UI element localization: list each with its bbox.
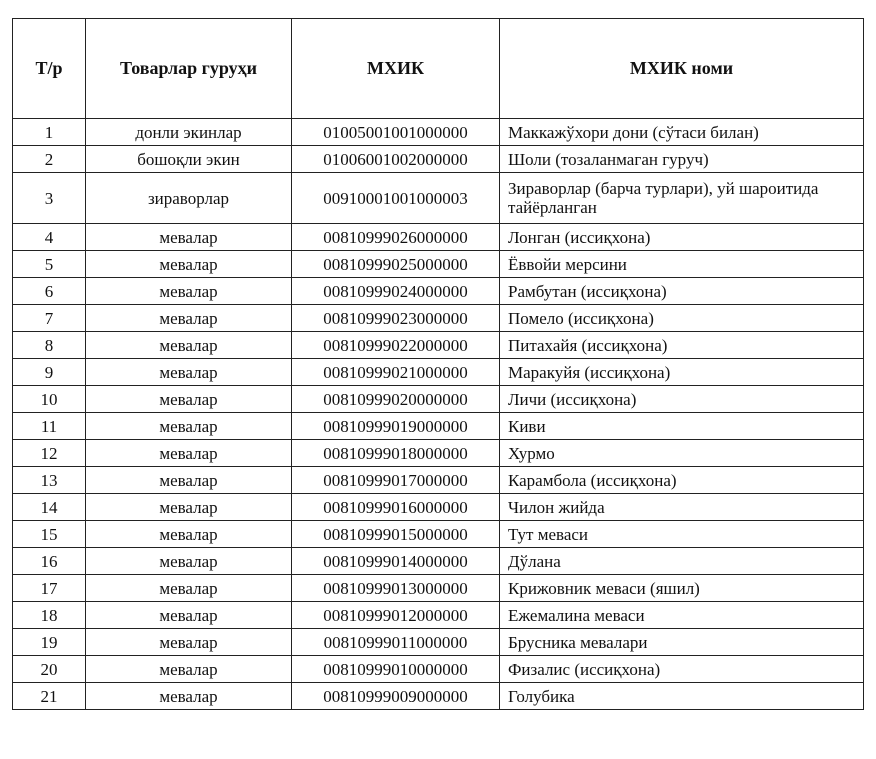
- row-number-cell: 10: [13, 386, 86, 413]
- table-row: [13, 629, 864, 656]
- table-row: [13, 359, 864, 386]
- code-name-cell: Дўлана: [500, 548, 864, 575]
- code-name-cell: Шоли (тозаланмаган гуруч): [500, 146, 864, 173]
- code-cell: 00810999014000000: [292, 548, 500, 575]
- code-name-cell: Помело (иссиқхона): [500, 305, 864, 332]
- row-number-cell: 6: [13, 278, 86, 305]
- table-body: [13, 119, 864, 710]
- table-row: [13, 467, 864, 494]
- table-row: [13, 386, 864, 413]
- row-number-cell: 11: [13, 413, 86, 440]
- product-group-cell: зираворлар: [86, 173, 292, 224]
- code-name-cell: Голубика: [500, 683, 864, 710]
- product-group-cell: мевалар: [86, 413, 292, 440]
- table-row: [13, 251, 864, 278]
- header-product-group: Товарлар гуруҳи: [86, 19, 292, 119]
- header-code-name: МХИК номи: [500, 19, 864, 119]
- code-name-cell: Маракуйя (иссиқхона): [500, 359, 864, 386]
- code-name-cell: Тут меваси: [500, 521, 864, 548]
- row-number-cell: 19: [13, 629, 86, 656]
- code-name-cell: Рамбутан (иссиқхона): [500, 278, 864, 305]
- code-cell: 00810999023000000: [292, 305, 500, 332]
- code-name-cell: Питахайя (иссиқхона): [500, 332, 864, 359]
- table-row: [13, 332, 864, 359]
- code-name-cell: Карамбола (иссиқхона): [500, 467, 864, 494]
- row-number-cell: 17: [13, 575, 86, 602]
- row-number-cell: 9: [13, 359, 86, 386]
- table-row: [13, 146, 864, 173]
- product-group-cell: мевалар: [86, 278, 292, 305]
- code-cell: 01005001001000000: [292, 119, 500, 146]
- table-row: [13, 173, 864, 224]
- code-name-cell: Брусника мевалари: [500, 629, 864, 656]
- product-group-cell: мевалар: [86, 548, 292, 575]
- code-cell: 00810999009000000: [292, 683, 500, 710]
- row-number-cell: 5: [13, 251, 86, 278]
- row-number-cell: 18: [13, 602, 86, 629]
- table-row: [13, 602, 864, 629]
- header-row: [13, 19, 864, 119]
- code-name-cell: Киви: [500, 413, 864, 440]
- product-group-cell: мевалар: [86, 359, 292, 386]
- product-table-container: [12, 18, 864, 710]
- product-group-cell: мевалар: [86, 683, 292, 710]
- code-name-cell: Маккажўхори дони (сўтаси билан): [500, 119, 864, 146]
- row-number-cell: 15: [13, 521, 86, 548]
- code-cell: 00810999022000000: [292, 332, 500, 359]
- code-cell: 00810999020000000: [292, 386, 500, 413]
- row-number-cell: 16: [13, 548, 86, 575]
- code-cell: 00810999024000000: [292, 278, 500, 305]
- row-number-cell: 3: [13, 173, 86, 224]
- product-group-cell: мевалар: [86, 629, 292, 656]
- code-name-cell: Личи (иссиқхона): [500, 386, 864, 413]
- code-cell: 00810999013000000: [292, 575, 500, 602]
- product-group-cell: донли экинлар: [86, 119, 292, 146]
- table-row: [13, 440, 864, 467]
- table-row: [13, 305, 864, 332]
- table-header: [13, 19, 864, 119]
- row-number-cell: 20: [13, 656, 86, 683]
- row-number-cell: 13: [13, 467, 86, 494]
- table-row: [13, 656, 864, 683]
- code-cell: 00810999010000000: [292, 656, 500, 683]
- code-cell: 00810999012000000: [292, 602, 500, 629]
- product-group-cell: мевалар: [86, 467, 292, 494]
- table-row: [13, 521, 864, 548]
- code-cell: 00810999011000000: [292, 629, 500, 656]
- code-name-cell: Ёввойи мерсини: [500, 251, 864, 278]
- row-number-cell: 7: [13, 305, 86, 332]
- code-name-cell: Крижовник меваси (яшил): [500, 575, 864, 602]
- table-row: [13, 683, 864, 710]
- code-cell: 00810999026000000: [292, 224, 500, 251]
- code-name-cell: Лонган (иссиқхона): [500, 224, 864, 251]
- product-group-cell: мевалар: [86, 602, 292, 629]
- table-row: [13, 278, 864, 305]
- row-number-cell: 12: [13, 440, 86, 467]
- code-cell: 00810999019000000: [292, 413, 500, 440]
- code-cell: 00810999016000000: [292, 494, 500, 521]
- product-group-cell: мевалар: [86, 332, 292, 359]
- table-row: [13, 548, 864, 575]
- row-number-cell: 4: [13, 224, 86, 251]
- row-number-cell: 8: [13, 332, 86, 359]
- product-group-cell: мевалар: [86, 656, 292, 683]
- product-group-cell: мевалар: [86, 494, 292, 521]
- product-group-cell: мевалар: [86, 575, 292, 602]
- row-number-cell: 1: [13, 119, 86, 146]
- table-row: [13, 119, 864, 146]
- row-number-cell: 21: [13, 683, 86, 710]
- code-cell: 00810999017000000: [292, 467, 500, 494]
- code-name-cell: Зираворлар (барча турлари), уй шароитида тайёрланган: [500, 173, 864, 224]
- code-cell: 01006001002000000: [292, 146, 500, 173]
- code-cell: 00810999015000000: [292, 521, 500, 548]
- row-number-cell: 2: [13, 146, 86, 173]
- code-cell: 00810999018000000: [292, 440, 500, 467]
- product-group-cell: мевалар: [86, 251, 292, 278]
- row-number-cell: 14: [13, 494, 86, 521]
- product-group-cell: мевалар: [86, 440, 292, 467]
- code-name-cell: Чилон жийда: [500, 494, 864, 521]
- header-number: Т/р: [13, 19, 86, 119]
- table-row: [13, 224, 864, 251]
- product-group-cell: мевалар: [86, 224, 292, 251]
- product-group-cell: мевалар: [86, 305, 292, 332]
- table-row: [13, 575, 864, 602]
- code-cell: 00810999025000000: [292, 251, 500, 278]
- product-group-cell: мевалар: [86, 386, 292, 413]
- table-row: [13, 413, 864, 440]
- header-code: МХИК: [292, 19, 500, 119]
- code-cell: 00810999021000000: [292, 359, 500, 386]
- table-row: [13, 494, 864, 521]
- product-table: [12, 18, 864, 710]
- code-name-cell: Физалис (иссиқхона): [500, 656, 864, 683]
- code-cell: 00910001001000003: [292, 173, 500, 224]
- code-name-cell: Ежемалина меваси: [500, 602, 864, 629]
- product-group-cell: мевалар: [86, 521, 292, 548]
- code-name-cell: Хурмо: [500, 440, 864, 467]
- product-group-cell: бошоқли экин: [86, 146, 292, 173]
